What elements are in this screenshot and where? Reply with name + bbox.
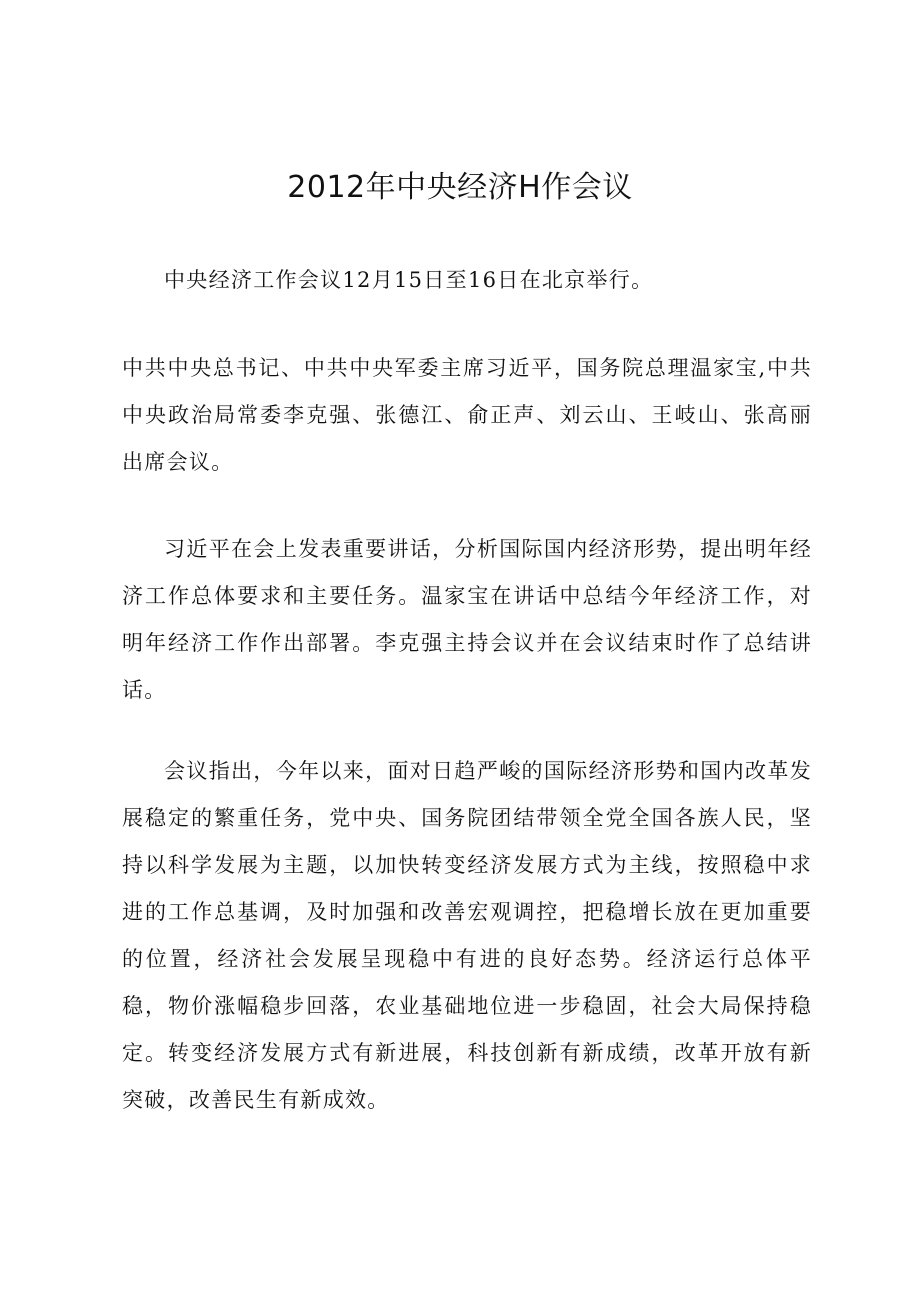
document-title: 2012年中央经济H作会议 (287, 170, 633, 205)
paragraph-meeting-summary: 会议指出，今年以来，面对日趋严峻的国际经济形势和国内改革发展稳定的繁重任务，党中央、国务院团结带领全党全国各族人民，坚持以科学发展为主题，以加快转变经济发展方式为主线，按照稳中求进的工作总基调，及时加强和改善宏观调控，把稳增长放在更加重要的位置，经济社会发展呈现稳中有进的良好态势。经济运行总体平稳，物价涨幅稳步回落，农业基础地位进一步稳固，社会大局保持稳定。转变经济发展方式有新进展，科技创新有新成绩，改革开放有新突破，改善民生有新成效。 (122, 759, 812, 1112)
paragraph-meeting-dates: 中央经济工作会议12月15日至16日在北京举行。 (164, 268, 654, 292)
paragraph-speeches: 习近平在会上发表重要讲话，分析国际国内经济形势，提出明年经济工作总体要求和主要任务。温家宝在讲话中总结今年经济工作，对明年经济工作作出部署。李克强主持会议并在会议结束时作了总结讲话。 (122, 537, 812, 702)
paragraph-attendees: 中共中央总书记、中共中央军委主席习近平，国务院总理温家宝,中共中央政治局常委李克强、张德江、俞正声、刘云山、王岐山、张高丽出席会议。 (122, 356, 812, 474)
